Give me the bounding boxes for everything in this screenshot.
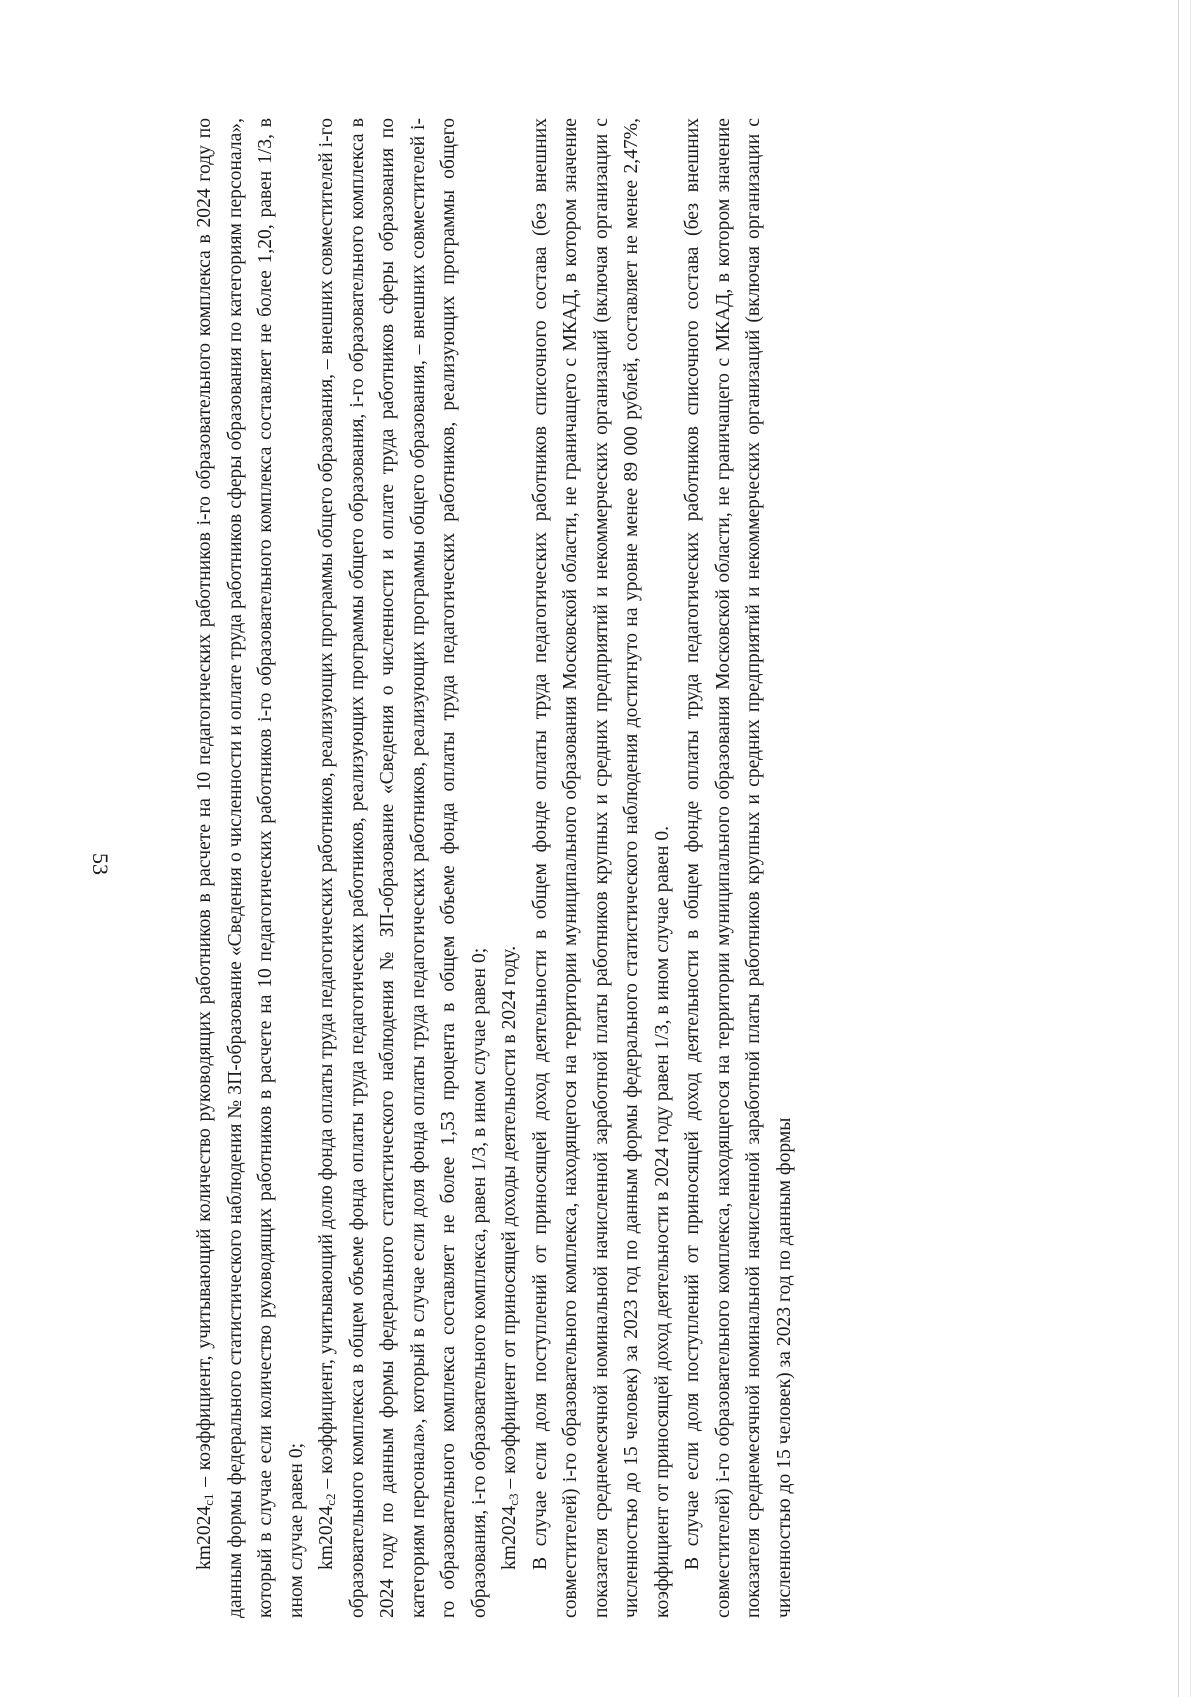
page-number: 53 bbox=[88, 853, 113, 875]
coefficient-symbol: km2024 bbox=[194, 1505, 215, 1570]
paragraph-income-condition-1 bbox=[526, 118, 679, 1618]
paragraph-text: – коэффициент, учитывающий количество руководящих работников в расчете на 10 педагогических работников i-го образовательного комплекса в 2024 году по данным формы федерального статистического наблюдения № ЗП-образование «Сведения о численности и оплате труда работников сферы образования по категориям персонала», который в случае если количество руководящих работников в расчете на 10 педагогических работников i-го образовательного комплекса составляет не более 1,20, равен 1/3, в ином случае равен 0; bbox=[194, 118, 307, 1618]
paragraph-km2024-c3 bbox=[495, 118, 526, 1618]
coefficient-subscript: c2 bbox=[323, 1493, 338, 1506]
paragraph-text: – коэффициент, учитывающий долю фонда оплаты труда педагогических работников, реализующих программы общего образования, – внешних совместителей i-го образовательного комплекса в общем объеме фонда оплаты труда педагогических работников, реализующих программы общего образования, i-го образовательного комплекса в 2024 году по данным формы федерального статистического наблюдения № ЗП-образование «Сведения о численности и оплате труда работников сферы образования по категориям персонала», который в случае если доля фонда оплаты труда педагогических работников, реализующих программы общего образования, – внешних совместителей i-го образовательного комплекса составляет не более 1,53 процента в общем объеме фонда оплаты труда педагогических работников, реализующих программы общего образования, i-го образовательного комплекса, равен 1/3, в ином случае равен 0; bbox=[316, 118, 490, 1618]
coefficient-symbol: km2024 bbox=[316, 1505, 337, 1570]
coefficient-subscript: c3 bbox=[506, 1493, 521, 1506]
paragraph-km2024-c2 bbox=[312, 118, 495, 1618]
paragraph-text: В случае если доля поступлений от приносящей доход деятельности в общем фонде оплаты труда педагогических работников списочного состава (без внешних совместителей) i-го образовательного комплекса, находящегося на территории муниципального образования Московской области, не граничащего с МКАД, в котором значение показателя среднемесячной номинальной начисленной заработной платы работников крупных и средних предприятий и некоммерческих организаций (включая организации с численностью до 15 человек) за 2023 год по данным формы федерального статистического наблюдения достигнуто на уровне менее 89 000 рублей, составляет не менее 2,47%, коэффициент от приносящей доход деятельности в 2024 году равен 1/3, в ином случае равен 0. bbox=[529, 118, 673, 1618]
coefficient-symbol: km2024 bbox=[499, 1505, 520, 1570]
paragraph-km2024-c1 bbox=[190, 118, 312, 1618]
paragraph-income-condition-2 bbox=[678, 118, 800, 1618]
scan-edge-line bbox=[1178, 0, 1179, 1697]
paragraph-text: В случае если доля поступлений от приносящей доход деятельности в общем фонде оплаты труда педагогических работников списочного состава (без внешних совместителей) i-го образовательного комплекса, находящегося на территории муниципального образования Московской области, не граничащего с МКАД, в котором значение показателя среднемесячной номинальной начисленной заработной платы работников крупных и средних предприятий и некоммерческих организаций (включая организации с численностью до 15 человек) за 2023 год по данным формы bbox=[682, 118, 795, 1618]
paragraph-text: – коэффициент от приносящей доходы деятельности в 2024 году. bbox=[499, 945, 520, 1494]
scan-edge-line-secondary bbox=[1190, 0, 1191, 1697]
document-body bbox=[190, 118, 800, 1618]
coefficient-subscript: c1 bbox=[201, 1493, 216, 1506]
